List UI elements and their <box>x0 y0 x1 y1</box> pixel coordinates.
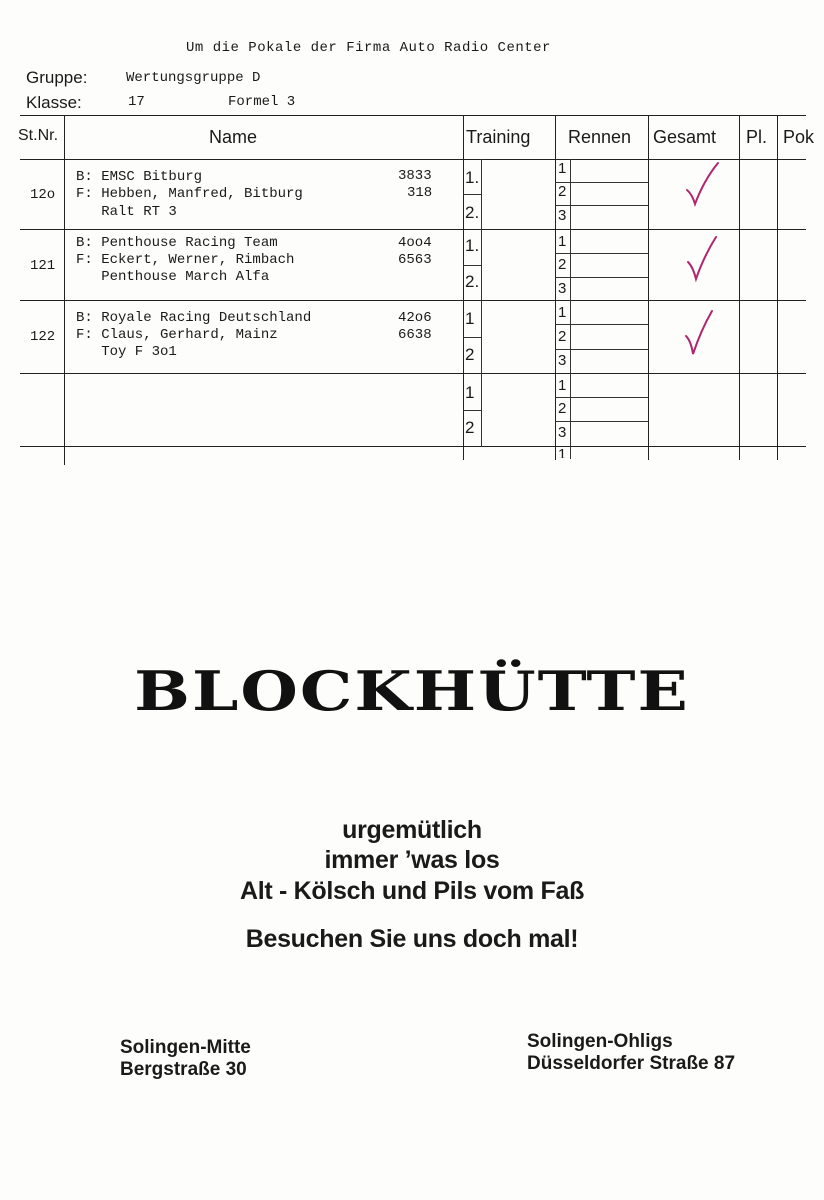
training-slot: 2. <box>465 203 480 222</box>
training-split <box>463 265 481 266</box>
entry-line: F: Hebben, Manfred, Bitburg <box>76 186 303 202</box>
rennen-slot: 3 <box>558 280 567 297</box>
col-header-stnr: St.Nr. <box>18 127 59 144</box>
rennen-slot: 2 <box>558 400 567 417</box>
address-line: Düsseldorfer Straße 87 <box>527 1053 736 1074</box>
gruppe-value: Wertungsgruppe D <box>126 70 261 86</box>
training-slot: 2. <box>465 272 480 291</box>
gesamt-check-icon <box>684 234 724 284</box>
start-number: 122 <box>30 329 56 345</box>
rennen-slot: 1 <box>558 446 567 458</box>
klasse-label: Klasse: <box>26 93 82 112</box>
address-right <box>527 1031 735 1075</box>
rennen-split <box>555 324 648 325</box>
training-slot: 2 <box>465 345 475 364</box>
col-rule <box>463 115 464 460</box>
ad-line: immer ’was los <box>324 846 500 874</box>
rennen-slot: 3 <box>558 424 567 441</box>
col-rule <box>648 115 649 460</box>
entry-line: B: Royale Racing Deutschland <box>76 310 312 326</box>
training-split <box>463 194 481 195</box>
rennen-split <box>555 277 648 278</box>
entry-line: F: Claus, Gerhard, Mainz <box>76 327 278 343</box>
entry-code: 6563 <box>398 252 432 268</box>
rennen-slot: 3 <box>558 207 567 224</box>
rennen-split <box>555 182 648 183</box>
training-slot: 1 <box>465 309 475 328</box>
rennen-slot: 2 <box>558 256 567 273</box>
rennen-slot: 2 <box>558 183 567 200</box>
rennen-split <box>555 349 648 350</box>
gesamt-check-icon <box>684 160 724 210</box>
page-subtitle: Um die Pokale der Firma Auto Radio Center <box>186 40 551 56</box>
ad-slogan: Besuchen Sie uns doch mal! <box>245 925 579 953</box>
address-line: Solingen-Ohligs <box>527 1031 673 1052</box>
training-inner-rule <box>481 159 482 447</box>
gruppe-label: Gruppe: <box>26 68 88 87</box>
entry-code: 4oo4 <box>398 235 432 251</box>
ad-line: Alt - Kölsch und Pils vom Faß <box>239 877 585 905</box>
start-number: 121 <box>30 258 56 274</box>
rennen-slot: 1 <box>558 160 567 177</box>
entry-code: 42o6 <box>398 310 432 326</box>
col-rule <box>64 115 65 465</box>
entry-line: Penthouse March Alfa <box>76 269 270 285</box>
klasse-value: 17 <box>128 94 145 110</box>
ad-line: urgemütlich <box>342 816 482 844</box>
row-rule <box>20 229 806 230</box>
col-header-name: Name <box>209 127 258 147</box>
training-slot: 1 <box>465 383 475 402</box>
col-rule <box>777 115 778 460</box>
klasse-name: Formel 3 <box>228 94 296 110</box>
training-slot: 2 <box>465 418 475 437</box>
rennen-slot: 3 <box>558 352 567 369</box>
row-rule <box>20 446 806 447</box>
rennen-slot: 1 <box>558 304 567 321</box>
col-header-gesamt: Gesamt <box>653 127 717 147</box>
rennen-inner-rule <box>570 159 571 459</box>
address-left <box>120 1037 251 1081</box>
training-split <box>463 410 481 411</box>
entry-code: 318 <box>407 185 433 201</box>
entry-line: F: Eckert, Werner, Rimbach <box>76 252 295 268</box>
training-slot: 1. <box>465 168 480 187</box>
start-number: 12o <box>30 187 56 203</box>
col-header-rennen: Rennen <box>568 127 632 147</box>
row-rule <box>20 300 806 301</box>
col-header-pokal: Pok <box>783 127 815 147</box>
col-rule <box>739 115 740 460</box>
ad-brand-logo: BLOCKHÜTTE <box>134 659 690 723</box>
rennen-slot: 1 <box>558 233 567 250</box>
rennen-slot: 1 <box>558 377 567 394</box>
entry-line: B: Penthouse Racing Team <box>76 235 278 251</box>
training-split <box>463 337 481 338</box>
rennen-split <box>555 421 648 422</box>
rennen-split <box>555 205 648 206</box>
col-rule <box>555 115 556 460</box>
entry-line: Ralt RT 3 <box>76 204 177 220</box>
entry-line: Toy F 3o1 <box>76 344 177 360</box>
rennen-split <box>555 253 648 254</box>
address-line: Bergstraße 30 <box>120 1059 247 1080</box>
training-slot: 1. <box>465 236 480 255</box>
gesamt-check-icon <box>682 308 722 358</box>
row-rule <box>20 373 806 374</box>
table-top-rule <box>20 115 806 116</box>
rennen-split <box>555 397 648 398</box>
col-header-training: Training <box>466 127 531 147</box>
entry-code: 3833 <box>398 168 432 184</box>
entry-line: B: EMSC Bitburg <box>76 169 203 185</box>
entry-code: 6638 <box>398 327 432 343</box>
address-line: Solingen-Mitte <box>120 1037 251 1058</box>
rennen-slot: 2 <box>558 328 567 345</box>
col-header-platz: Pl. <box>746 127 768 147</box>
